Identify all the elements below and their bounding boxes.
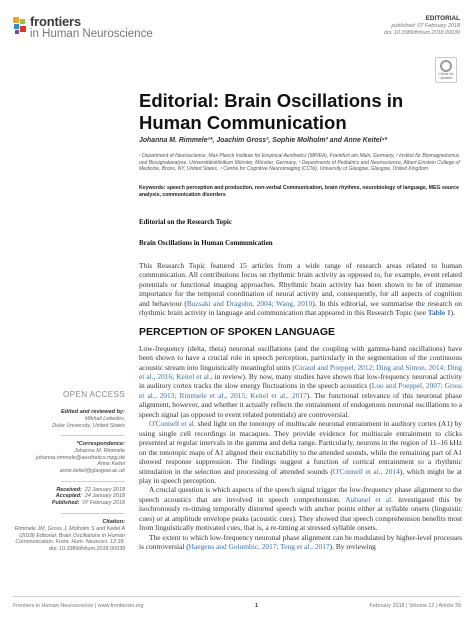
author-list: Johanna M. Rimmele¹*, Joachim Gross², Sophie Molholm³ and Anne Keitel⁴*: [139, 137, 388, 144]
journal-logo[interactable]: [13, 16, 153, 40]
journal-name: in Human Neuroscience: [30, 28, 153, 40]
citation-link[interactable]: O'Connell et al., 2014: [332, 466, 400, 476]
paragraph-4: The extent to which low-frequency neuronal phase alignment can be modulated by higher-level processes is controversial (Haegens and Golumbic, 2017; Teng et al., 2017). By reviewing: [139, 532, 462, 552]
section-heading: PERCEPTION OF SPOKEN LANGUAGE: [139, 325, 336, 338]
article-type: EDITORIAL: [425, 15, 460, 22]
correspondent-name: Johanna M. Rimmele: [74, 448, 125, 455]
frontiers-logo-icon: [13, 17, 27, 35]
correspondent-email[interactable]: johanna.rimmele@aesthetics.mpg.de: [35, 454, 125, 461]
citation-link[interactable]: Luo and Poeppel, 2007; Gross et al., 2013; Rimmele et al., 2015; Keitel et al., 2017: [139, 381, 462, 400]
sidebar-divider: [61, 435, 125, 436]
citation-link[interactable]: O'Connell et al.: [149, 419, 196, 429]
published-date-sidebar: Published: 07 February 2018: [51, 500, 125, 507]
published-date: published: 07 February 2018: [391, 22, 460, 29]
correspondent-name: Anne Keitel: [97, 461, 125, 468]
sidebar-divider: [61, 481, 125, 482]
article-doi[interactable]: doi: 10.3389/fnhum.2018.00039: [383, 30, 460, 36]
citation-link[interactable]: Giraud and Poeppel, 2012; Ding and Simon, 2014; Ding et al., 2016: [139, 362, 462, 381]
keywords-label: Keywords:: [139, 185, 166, 191]
accepted-date: Accepted: 24 January 2018: [55, 493, 125, 500]
correspondence-label: *Correspondence:: [76, 441, 125, 448]
updates-label: Check for updates: [438, 72, 454, 80]
citation-link[interactable]: Haegens and Golumbic, 2017; Teng et al., 2017: [188, 542, 330, 552]
citation-text: Rimmele JM, Gross J, Molholm S and Keitel A (2018) Editorial: Brain Oscillations in Human Communication. Front. Hum. Neurosci. 12:39. doi: 10.3389/fnhum.2018.00039: [14, 525, 125, 552]
citation-link[interactable]: Keitel et al.: [176, 371, 211, 381]
editorial-on-label: Editorial on the Research Topic: [139, 219, 232, 226]
paragraph-1: Low-frequency (delta, theta) neuronal oscillations (and the coupling with gamma-band oscillations) have been shown to have a crucial role in speech perception, particularly in the segmentation of the continuous acoustic stream into linguistically meaningful units (Giraud and Poeppel, 2012; Ding and Simon, 2014; Ding et al., 2016; Keitel et al., in review). By now, many studies have shown that low-frequency neuronal activity in auditory cortex tracks the slow energy fluctuations in the speech acoustics (Luo and Poeppel, 2007; Gross et al., 2013; Rimmele et al., 2015; Keitel et al., 2017). The functional relevance of this neuronal phase alignment, however, and whether it actually reflects the entrainment of endogenous neuronal oscillations to a speech signal (as opposed to event related potentials) are controversial.: [139, 343, 462, 419]
check-for-updates-button[interactable]: [435, 57, 457, 83]
received-date: Received: 22 January 2018: [56, 486, 125, 493]
keywords-list: speech perception and production, non-verbal Communication, brain rhythms, neurobiology of language, MEG source analysis, communication disorders: [139, 185, 459, 198]
edited-label: Edited and reviewed by:: [60, 409, 125, 415]
page-footer: [13, 596, 461, 609]
table-1-link[interactable]: Table 1: [427, 308, 451, 318]
citation-label: Citation:: [102, 518, 125, 525]
keywords: [139, 185, 462, 199]
editor-name: Mikhail Lebedev,: [84, 416, 125, 422]
article-meta: [384, 15, 460, 38]
correspondent-email[interactable]: anne.keitel@glasgow.ac.uk: [59, 467, 125, 474]
affiliations: ¹ Department of Neuroscience, Max Planck Institute for Empirical Aesthetics (MPIEA), Frankfurt am Main, Germany, ² Institut für Biomagnetismus und Biosignalanalyse, Universitätsklinikum Münster, Münster, Germany, ³ Departments of Pediatrics and Neuroscience, Albert Einstein College of Medicine, Bronx, NY, United States, ⁴ Centre for Cognitive Neuroimaging (CCNi), University of Glasgow, Glasgow, United Kingdom: [139, 153, 460, 172]
footer-journal[interactable]: Frontiers in Human Neuroscience | www.frontiersin.org: [13, 603, 144, 609]
open-access-label: OPEN ACCESS: [63, 390, 125, 399]
citation-link[interactable]: Aubanel et al.: [345, 494, 393, 504]
footer-issue: February 2018 | Volume 12 | Article 39: [369, 603, 461, 609]
paragraph-3: A crucial question is which aspects of the speech signal trigger the low-frequency phase alignment to the speech acoustics that are involved in speech comprehension. Aubanel et al. investigated this by isochronously re-timing temporally distorted speech with anchor points either at syllable onsets (linguistic cues) or at amplitude envelope peaks (acoustic cues). They showed that speech comprehension benefits most from linguistically motivated cues, that is, a re-timing at stressed syllable onsets.: [139, 485, 463, 533]
update-badge-icon: [440, 60, 452, 72]
page-number: 1: [255, 603, 259, 609]
sidebar-divider: [61, 513, 125, 514]
intro-paragraph: This Research Topic featured 15 articles from a wide range of research areas related to human communication. All contributions focus on rhythmic brain activity as opposed to, for example, event related potentials or functional imaging approaches. Rhythmic brain activity has been shown to be of immense importance for the temporal coordination of neural activity and, consequently, for all aspects of cognition and behaviour (Buzsaki and Draguhn, 2004; Wang, 2010). In this editorial, we summarise the research on rhythmic brain activity in language and communication that appeared in this Research Topic (see Table 1).: [139, 260, 462, 318]
editor-affiliation: Duke University, United States: [52, 422, 125, 429]
article-title: Editorial: Brain Oscillations in Human Communication: [139, 90, 404, 133]
research-topic-link[interactable]: Brain Oscillations in Human Communication: [139, 240, 273, 248]
paragraph-2: O'Connell et al. shed light on the tonotopy of multiscale neuronal entrainment in auditory cortex (A1) by using single cell recordings in macaques. They provide evidence for multiscale entrainment to clicks presented at regular intervals in the gamma and delta range. Particularly, neurons in the region of 11–16 kHz on the tonotopic maps of A1 aligned their excitability to the attended sounds, while the remaining part of A1 showed response suppression. The findings suggest a function of cortical entrainment to a rhythmic stimulation in the selection and processing of attended sounds (O'Connell et al., 2014), which might be at play in speech perception.: [139, 419, 462, 485]
logo-brand: frontiers: [30, 14, 81, 29]
article-sidebar: [13, 390, 125, 557]
article-body: [139, 218, 462, 552]
citation-link[interactable]: Buzsaki and Draguhn, 2004; Wang, 2010: [186, 298, 313, 308]
